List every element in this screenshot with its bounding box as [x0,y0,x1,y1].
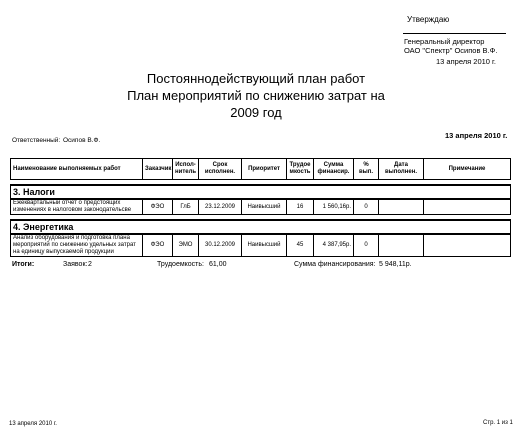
cell-sum: 1 560,16р. [314,199,354,215]
cell-deadline: 23.12.2009 [199,199,242,215]
cell-percent: 0 [354,234,379,257]
header-sum [314,159,354,180]
cell-customer: ФЭО [143,199,173,215]
totals-sum-label: Сумма финансирования: [294,261,376,268]
section-row [11,185,511,199]
cell-note [424,199,511,215]
document-year: 2009 год [230,105,282,120]
approval-date: 13 апреля 2010 г. [436,57,496,66]
responsible-value: Осипов В.Ф. [63,137,101,144]
page-number: Стр. 1 из 1 [483,420,513,426]
cell-priority: Наивысший [242,199,287,215]
cell-name [11,234,143,257]
cell-deadline: 30.12.2009 [199,234,242,257]
cell-executor: ЭМО [173,234,199,257]
cell-date [379,199,424,215]
header-labor-line1: Трудое [289,162,311,168]
cell-executor: ГлБ [173,199,199,215]
header-date [379,159,424,180]
approval-position-line2: ОАО "Спектр" Осипов В.Ф. [404,46,498,55]
header-priority: Приоритет [242,159,287,180]
cell-name-line2: изменениях в налоговом законодательсве [13,207,132,213]
document-subtitle: План мероприятий по снижению затрат на [127,88,385,103]
cell-name-line3: на единицу выпускаемой продукции [13,249,114,255]
cell-name-line2: мероприятий по снижению удельных затрат [13,242,136,248]
totals-label: Итоги: [12,261,35,268]
header-executor-line1: Испол- [175,162,196,168]
header-note: Примечание [424,159,511,180]
section-title: 3. Налоги [11,185,511,199]
totals-count-label: Заявок: [63,261,88,268]
header-customer: Заказчик [143,159,173,180]
cell-date [379,234,424,257]
section-title: 4. Энергетика [11,220,511,234]
header-deadline-line1: Срок [212,162,228,168]
header-percent: % вып. [354,159,379,180]
cell-priority: Наивысший [242,234,287,257]
report-date: 13 апреля 2010 г. [445,131,508,140]
cell-customer: ФЭО [143,234,173,257]
header-date-line1: Дата [394,162,408,168]
cell-note [424,234,511,257]
header-sum-line1: Сумма [323,162,344,168]
cell-labor: 45 [287,234,314,257]
header-deadline [199,159,242,180]
header-labor [287,159,314,180]
cell-name-line1: Ежеквартальный отчет о предстоящих [13,200,121,206]
totals-sum: 5 948,11р. [379,261,412,268]
approval-position-line1: Генеральный директор [404,37,485,46]
cell-sum: 4 387,95р. [314,234,354,257]
cell-name-line1: Анализ оборудования и подготовка плана [13,235,130,241]
section-row [11,220,511,234]
table-header-row [11,159,511,180]
totals-labor-label: Трудоемкость: [157,261,204,268]
cell-percent: 0 [354,199,379,215]
header-sum-line2: финансир. [317,169,350,175]
approval-position [404,37,497,55]
footer-date: 13 апреля 2010 г. [9,421,57,427]
header-labor-line2: мкость [289,169,311,175]
header-date-line2: выполнен. [384,169,417,175]
table-row [11,234,511,257]
header-executor-line2: нитель [175,169,197,175]
header-executor [173,159,199,180]
plan-table [10,158,511,257]
approval-title: Утверждаю [407,15,450,24]
header-name: Наименование выполняемых работ [11,159,143,180]
signature-line [403,33,506,34]
responsible-label: Ответственный: [12,137,61,144]
table-row [11,199,511,215]
totals-count: 2 [88,261,92,268]
header-deadline-line2: исполнен. [204,169,236,175]
document-title: Постояннодействующий план работ [146,71,366,86]
cell-labor: 16 [287,199,314,215]
cell-name [11,199,143,215]
totals-labor: 61,00 [209,261,227,268]
